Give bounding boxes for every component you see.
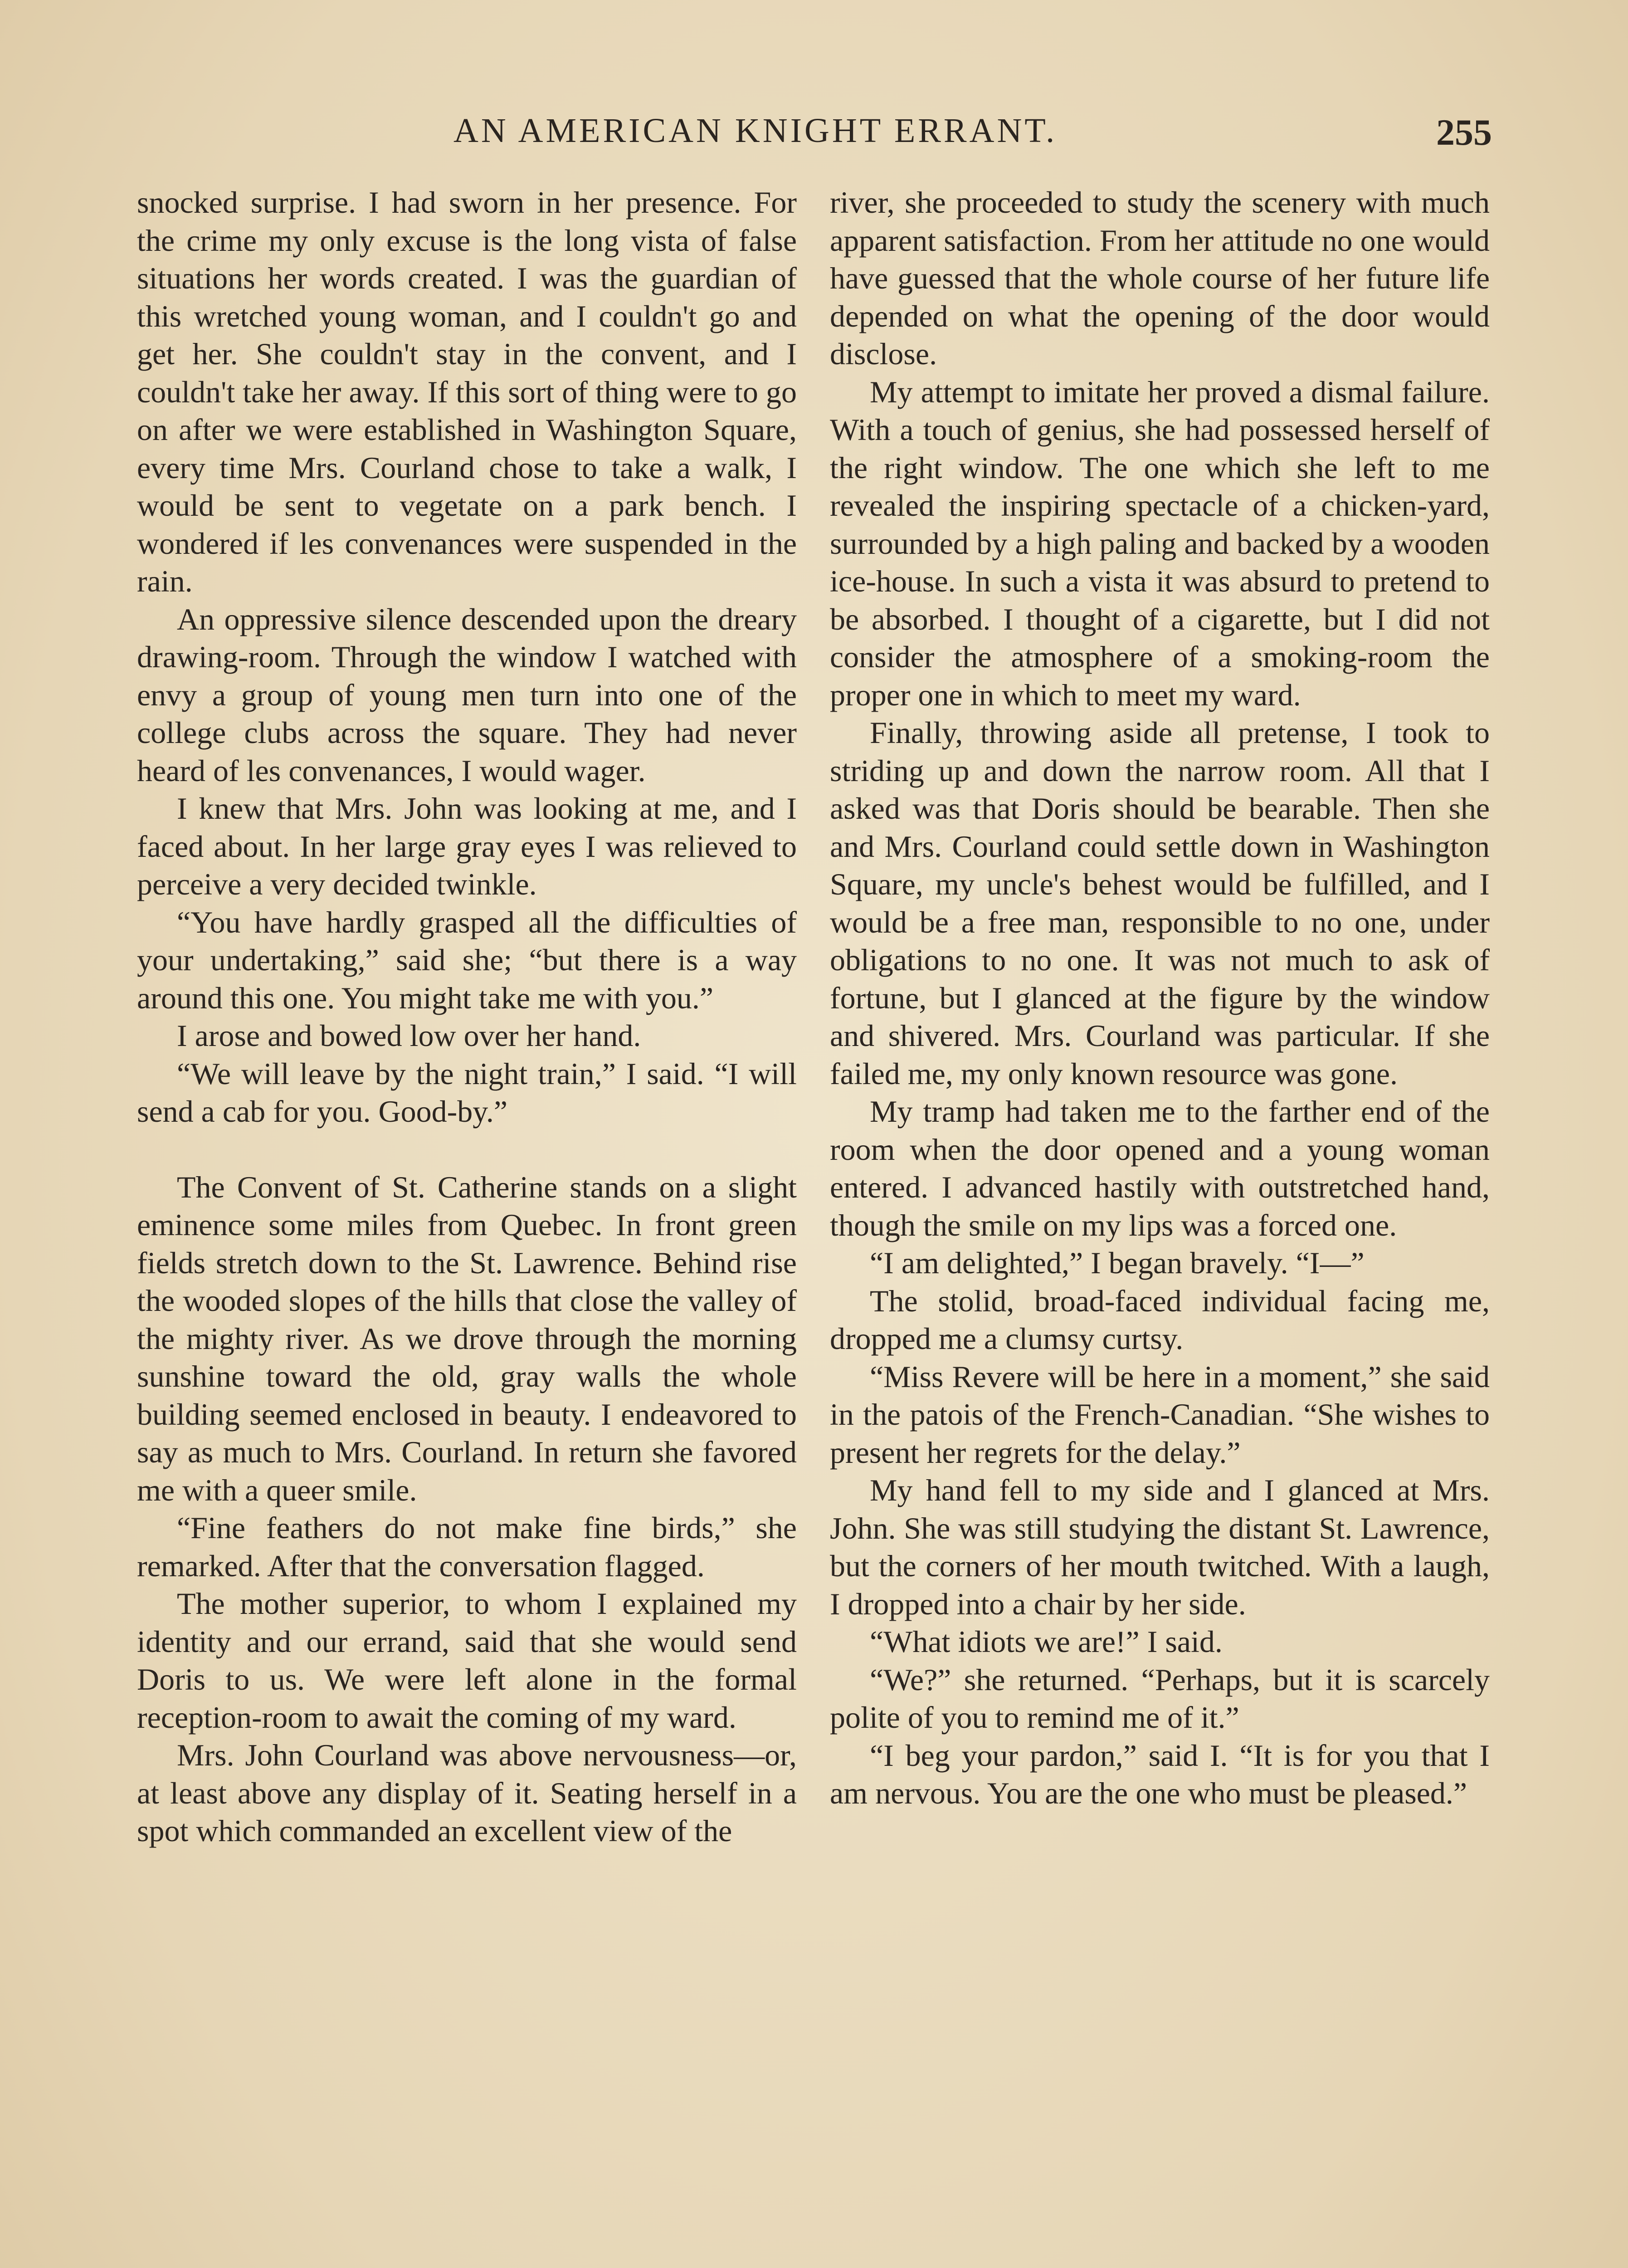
paragraph: snocked surprise. I had sworn in her presence. For the crime my only excuse is the long vista of false situations her words created. I was the guardian of this wretched young woman, and I couldn't go and get her. She couldn't stay in the convent, and I couldn't take her away. If this sort of thing were to go on after we were established in Washington Square, every time Mrs. Courland chose to take a walk, I would be sent to vegetate on a park bench. I wondered if les convenances were suspended in the rain. — [137, 185, 797, 598]
paragraph: My hand fell to my side and I glanced at Mrs. John. She was still studying the distant St. Lawrence, but the corners of her mouth twitched. With a laugh, I dropped into a chair by her side. — [830, 1473, 1490, 1621]
right-column — [830, 184, 1490, 1813]
paragraph: “Fine feathers do not make fine birds,” she remarked. After that the conversation flagged. — [137, 1510, 797, 1583]
paragraph: “We?” she returned. “Perhaps, but it is scarcely polite of you to remind me of it.” — [830, 1662, 1490, 1735]
paragraph: river, she proceeded to study the scenery with much apparent satisfaction. From her attitude no one would have guessed that the whole course of her future life depended on what the opening of the door would disclose. — [830, 185, 1490, 371]
paragraph: The Convent of St. Catherine stands on a slight eminence some miles from Quebec. In front green fields stretch down to the St. Lawrence. Behind rise the wooded slopes of the hills that close the valley of the mighty river. As we drove through the morning sunshine toward the old, gray walls the whole building seemed enclosed in beauty. I endeavored to say as much to Mrs. Courland. In return she favored me with a queer smile. — [137, 1169, 797, 1507]
paragraph: Mrs. John Courland was above nervousness—or, at least above any display of it. Seating herself in a spot which commanded an excellent view of the — [137, 1738, 797, 1848]
paragraph: Finally, throwing aside all pretense, I took to striding up and down the narrow room. All that I asked was that Doris should be bearable. Then she and Mrs. Courland could settle down in Washington Square, my uncle's behest would be fulfilled, and I would be a free man, responsible to no one, under obligations to no one. It was not much to ask of fortune, but I glanced at the figure by the window and shivered. Mrs. Courland was particular. If she failed me, my only known resource was gone. — [830, 715, 1490, 1091]
paragraph: The mother superior, to whom I explained my identity and our errand, said that she would send Doris to us. We were left alone in the formal reception-room to await the coming of my ward. — [137, 1586, 797, 1735]
paragraph: “I am delighted,” I began bravely. “I—” — [870, 1246, 1365, 1280]
paragraph: I knew that Mrs. John was looking at me, and I faced about. In her large gray eyes I was relieved to perceive a very decided twinkle. — [137, 791, 797, 901]
paragraph: An oppressive silence descended upon the dreary drawing-room. Through the window I watched with envy a group of young men turn into one of the college clubs across the square. They had never heard of les convenances, I would wager. — [137, 601, 797, 788]
paragraph: “What idiots we are!” I said. — [870, 1624, 1223, 1659]
paragraph: The stolid, broad-faced individual facing me, dropped me a clumsy curtsy. — [830, 1283, 1490, 1356]
running-title: AN AMERICAN KNIGHT ERRANT. — [453, 112, 1058, 150]
paragraph: “We will leave by the night train,” I said. “I will send a cab for you. Good-by.” — [137, 1056, 797, 1129]
left-column — [137, 184, 797, 1850]
paragraph: My attempt to imitate her proved a dismal failure. With a touch of genius, she had possessed herself of the right window. The one which she left to me revealed the inspiring spectacle of a chicken-yard, surrounded by a high paling and backed by a wooden ice-house. In such a vista it was absurd to pretend to be absorbed. I thought of a cigarette, but I did not consider the atmosphere of a smoking-room the proper one in which to meet my ward. — [830, 374, 1490, 712]
paragraph: “I beg your pardon,” said I. “It is for you that I am nervous. You are the one who must be pleased.” — [830, 1738, 1490, 1810]
paragraph: My tramp had taken me to the farther end of the room when the door opened and a young woman entered. I advanced hastily with outstretched hand, though the smile on my lips was a forced one. — [830, 1094, 1490, 1242]
paragraph: “Miss Revere will be here in a moment,” she said in the patois of the French-Canadian. “She wishes to present her regrets for the delay.” — [830, 1359, 1490, 1470]
page-header — [136, 111, 1492, 161]
paragraph: “You have hardly grasped all the difficulties of your undertaking,” said she; “but there is a way around this one. You might take me with you.” — [137, 904, 797, 1015]
paragraph: I arose and bowed low over her hand. — [177, 1018, 641, 1053]
page-number: 255 — [1436, 112, 1492, 153]
